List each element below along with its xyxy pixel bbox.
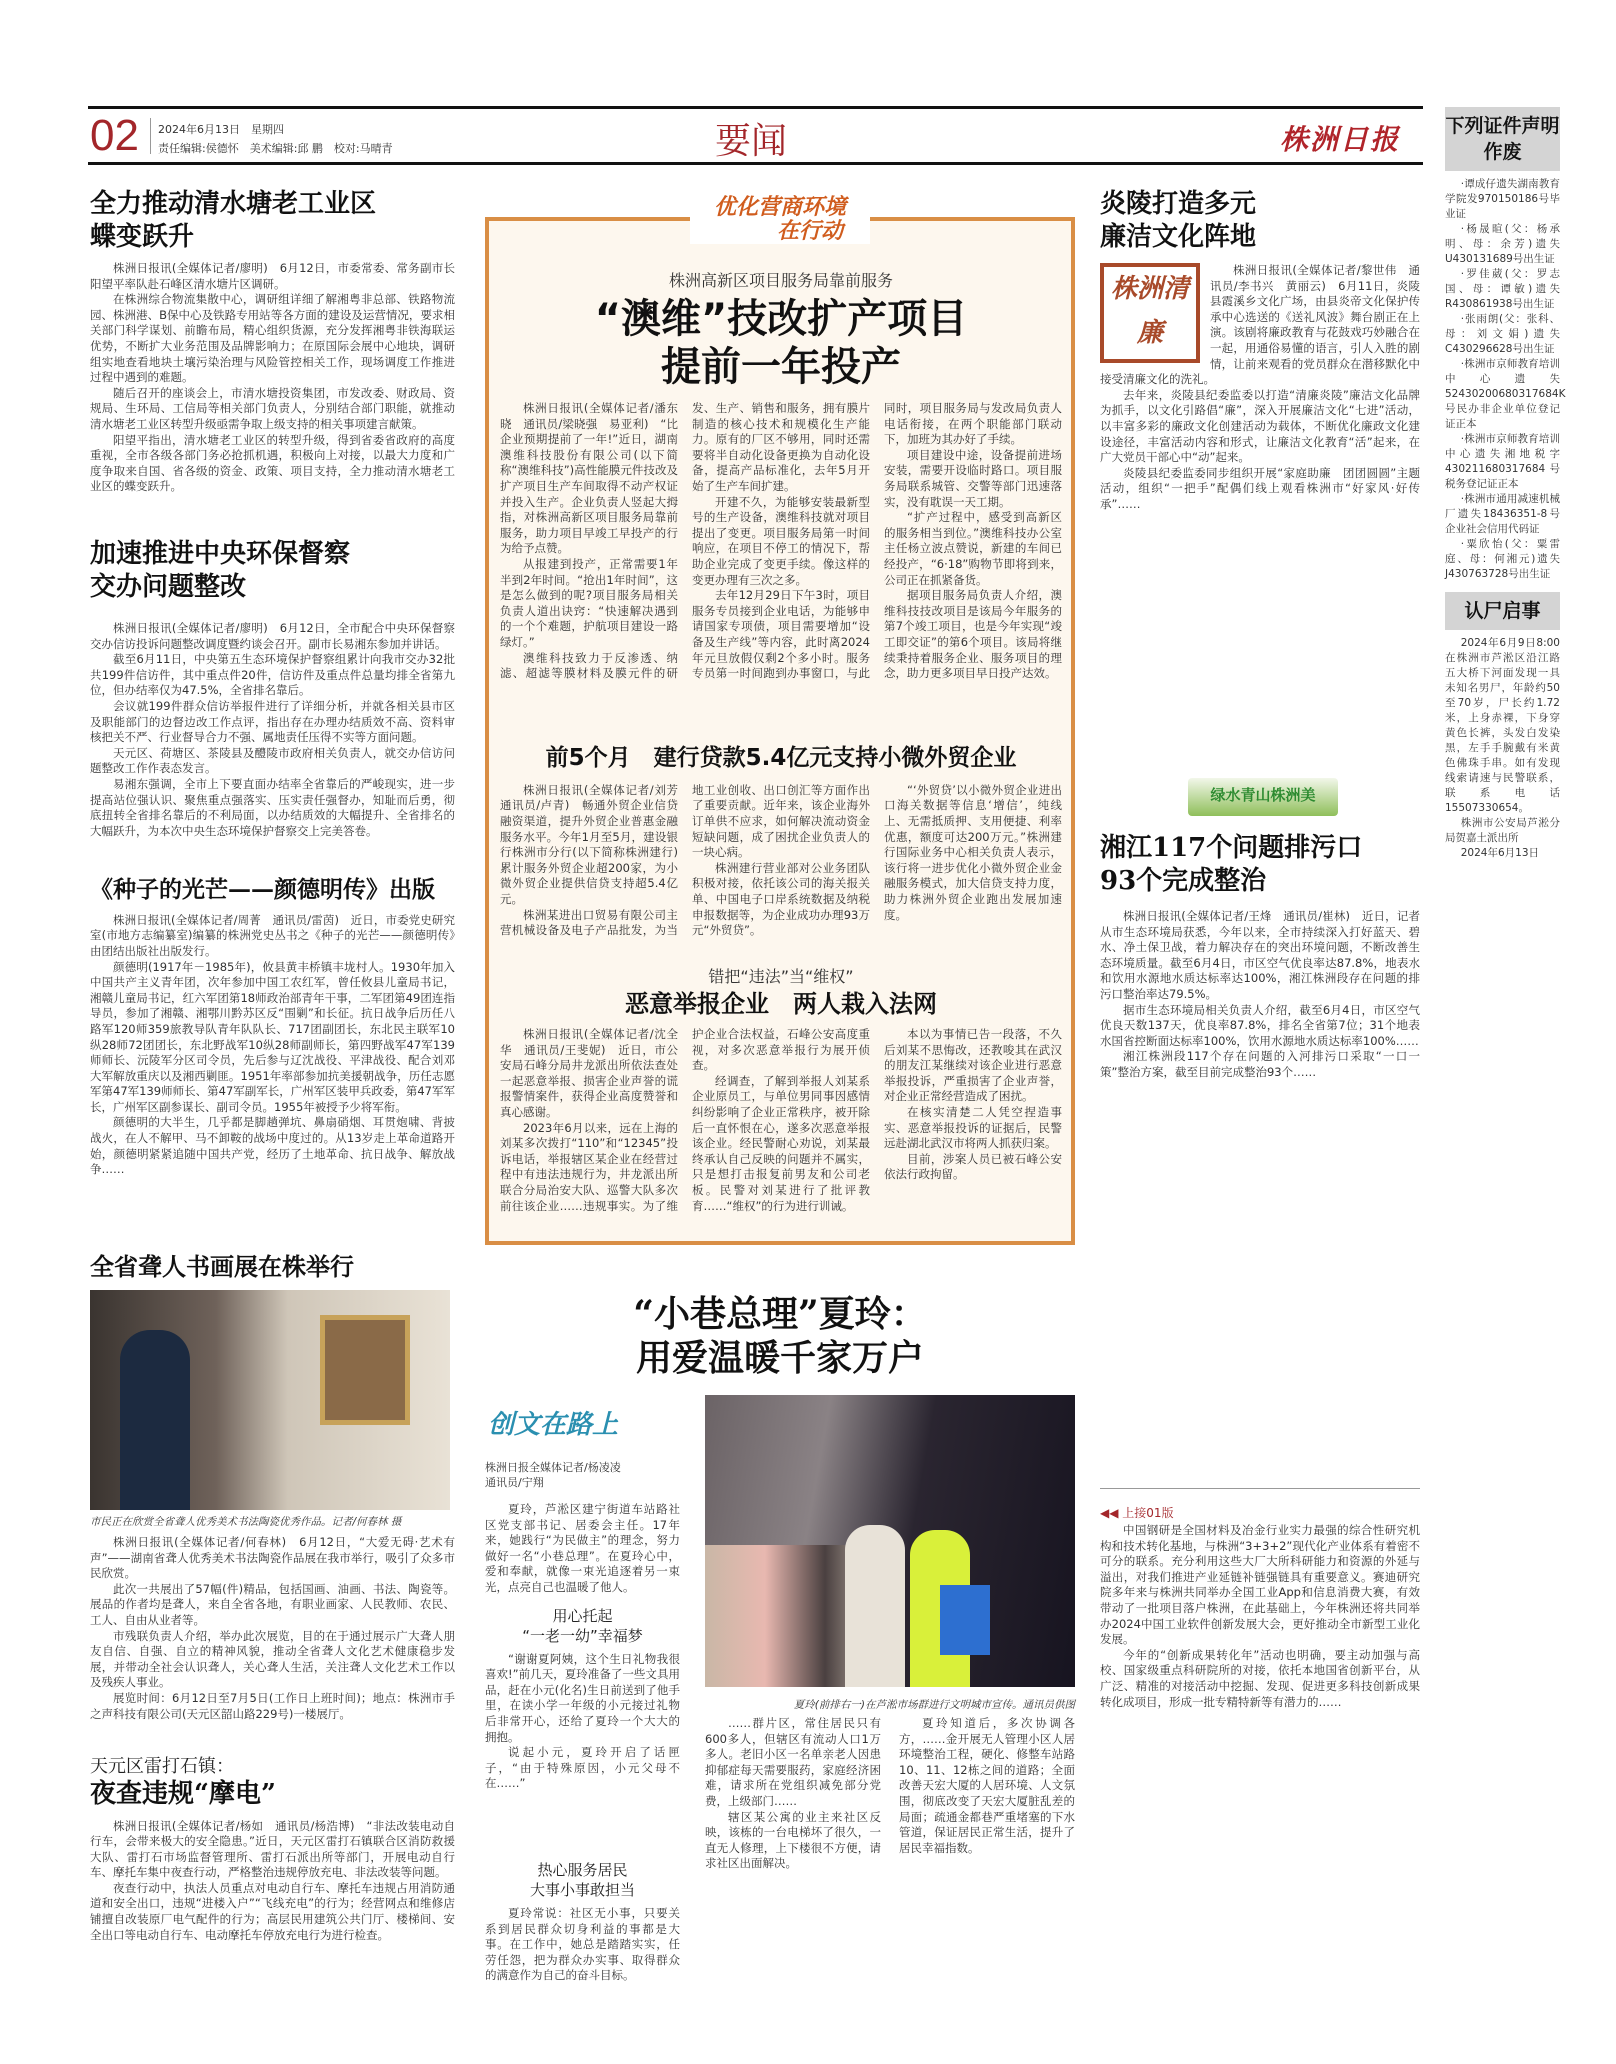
paragraph: 在核实清楚二人凭空捏造事实、恶意举报投诉的证据后，民警远赴湖北武汉市将两人抓获归案。: [884, 1104, 1062, 1151]
body-notice-signature: 株洲市公安局芦淞分局贺嘉土派出所: [1445, 817, 1560, 844]
byline: 通讯员/宁翔: [485, 1476, 544, 1489]
editors-credit: 责任编辑:侯德怀 美术编辑:邱 鹏 校对:马晴青: [158, 142, 393, 155]
paragraph: “扩产过程中，感受到高新区的服务相当到位。”澳维科技办公室主任杨立波点赞说，新建的车间已经投产，“6·18”购物节即将到来，公司正在抓紧备货。: [884, 510, 1062, 587]
headline-line: 廉洁文化阵地: [1100, 221, 1257, 252]
photo-caption: 市民正在欣赏全省聋人优秀美术书法陶瓷优秀作品。记者/何春林 摄: [90, 1516, 402, 1528]
headline-line: “澳维”技改扩产项目: [594, 296, 968, 342]
headline-line: 交办问题整改: [90, 571, 247, 602]
article-body: [90, 913, 455, 1178]
paragraph: 夏玲常说：社区无小事，只要关系到居民群众切身利益的事都是大事。在工作中，她总是踏踏实实，任劳任怨，把为群众办实事、取得群众的满意作为自己的奋斗目标。: [485, 1906, 680, 1983]
paragraph: 据项目服务局负责人介绍，澳维科技技改项目是该局今年服务的第7个竣工项目，也是今年实现“竣工即交证”的第6个项目。该局将继续秉持着服务企业、服务项目的理念，助力更多项目早日投产达效。: [884, 588, 1062, 681]
headline: 恶意举报企业 两人栽入法网: [625, 990, 937, 1018]
paragraph: “谢谢夏阿姨，这个生日礼物我很喜欢!”前几天，夏玲准备了一些文具用品，赶在小元(化名)生日前送到了他手里，在读小学一年级的小元接过礼物后非常开心，还给了夏玲一个大大的拥抱。: [485, 1651, 680, 1744]
body-notice-text: 2024年6月9日8:00在株洲市芦淞区沿江路五大桥下河面发现一具未知名男尸，年龄约50至70岁，尸长约1.72米，上身赤裸，下身穿黄色长裤，头发白发染黑，左手手腕戴有米黄色佛珠手串。如有发现线索请速与民警联系，联系电话15507330654。: [1445, 637, 1560, 814]
lost-documents-title: 下列证件声明作废: [1445, 107, 1560, 171]
headline-line: 用爱温暖千家万户: [635, 1337, 924, 1379]
article-night-inspection: [90, 1752, 455, 1943]
article-body: [90, 261, 455, 495]
lost-documents-list: [1445, 177, 1566, 582]
header-bottom-rule: [88, 162, 1423, 165]
article-body: [500, 783, 1062, 943]
article-deaf-art-exhibition: [90, 1252, 455, 1722]
headline: 前5个月 建行贷款5.4亿元支持小微外贸企业: [545, 745, 1017, 771]
article-xiangjiang-outfalls: [1100, 832, 1420, 1081]
paragraph: 夜查行动中，执法人员重点对电动自行车、摩托车违规占用消防通道和安全出口，违规“进楼入户”“飞线充电”的行为；经营网点和维修店铺擅自改装原厂电气配件的行为；高层民用建筑公共门厅、楼梯间、安全出口等电动自行车、电动摩托车停放充电行为进行检查。: [90, 1880, 455, 1942]
painting-frame: [320, 1315, 410, 1425]
article-malicious-report: [500, 964, 1062, 1237]
paragraph: 株洲日报讯(全媒体记者/黎世伟 通讯员/李书兴 黄丽云) 6月11日，炎陵县霞溪乡文化广场，由县炎帝文化保护传承中心选送的《送礼风波》舞台剧正在上演。该剧将廉政教育与花鼓戏巧妙融合在一起，用通俗易懂的语言，引人入胜的剧情，让前来观看的党员群众在潜移默化中接受清廉文化的洗礼。: [1100, 263, 1420, 387]
article-body: [485, 1652, 680, 1792]
paragraph: 去年来，炎陵县纪委监委以打造“清廉炎陵”廉洁文化品牌为抓手，以文化引路倡“廉”，深入开展廉洁文化“七进”活动，以丰富多彩的廉政文化创建活动为载体，不断优化廉政文化建设途径，丰富活动内容和形式，让廉洁文化教育“活”起来，在广大党员干部心中“动”起来。: [1100, 387, 1420, 465]
headline-line: 全力推动清水塘老工业区: [90, 189, 377, 219]
paragraph: 株洲建行营业部对公业务团队积极对接，依托该公司的海关报关单、中国电子口岸系统数据及纳税申报数据等，为企业成功办理93万元“外贸贷”。: [692, 860, 870, 938]
paragraph: 今年的“创新成果转化年”活动也明确，要主动加强与高校、国家级重点科研院所的对接，依托本地国省创新平台，从广泛、精准的对接活动中挖掘、发现、促进更多科技创新成果转化成项目，形成一批专精特新等有潜力的……: [1100, 1647, 1420, 1709]
subheading: 热心服务居民: [537, 1861, 628, 1879]
page-number: 02: [90, 111, 139, 160]
article-xialing-headline: [485, 1292, 1075, 1380]
xialing-photo: [705, 1395, 1075, 1687]
paragraph: 天元区、荷塘区、茶陵县及醴陵市政府相关负责人，就交办信访问题整改工作作表态发言。: [90, 745, 455, 776]
article-body: [500, 401, 1062, 721]
green-city-banner: 绿水青山株洲美: [1188, 778, 1338, 816]
article-aowei: [500, 268, 1062, 721]
headline: 全省聋人书画展在株举行: [90, 1252, 354, 1281]
paragraph: ·株洲市京师教育培训中心遗失52430200680317684K号民办非企业单位登记证正本: [1445, 358, 1566, 430]
paragraph: 株洲日报讯(全媒体记者/何春林) 6月12日，“大爱无碍·艺术有声”——湖南省聋人优秀美术书法陶瓷作品展在我市举行，吸引了众多市民欣赏。: [90, 1535, 455, 1581]
paragraph: 颜德明的大半生，几乎都是脚趟弹坑、鼻扇硝烟、耳贯炮啸、背披战火，在人不解甲、马不卸鞍的战场中度过的。从13岁走上革命道路开始，颜德明紧紧追随中国共产党，经历了土地革命、抗日战争、解放战争……: [90, 1115, 455, 1177]
paragraph: 去年12月29日下午3时，项目服务专员接到企业电话，为能够申请国家专项债，项目需要增加“设备及生产线”等内容，此时离2024年元旦放假仅剩2个多小时。服务专员第一时间跑到办事窗口，与此同时，项目服务局与发改局负责人电话衔接，在两个职能部门联动下，加班为其办好了手续。: [692, 401, 1062, 681]
blue-bag: [940, 1585, 990, 1655]
paragraph: 株洲日报讯(全媒体记者/廖明) 6月12日，市委常委、常务副市长阳望平率队赴石峰区清水塘片区调研。: [90, 261, 455, 291]
article-body: [485, 1502, 680, 1596]
notices-column: [1445, 107, 1566, 861]
headline-line: “小巷总理”夏玲：: [633, 1293, 927, 1335]
newspaper-logo: 株洲日报: [1280, 123, 1401, 156]
article-yanling: [1100, 188, 1420, 513]
paragraph: 株洲日报讯(全媒体记者/王烽 通讯员/崔林) 近日，记者从市生态环境局获悉，今年以来，全市持续深入打好蓝天、碧水、净土保卫战，着力解决存在的突出环境问题，不断改善生态环境质量。截至6月4日，市区空气优良率达87.8%，地表水和饮用水源地水质达标率达100%，湘江株洲段存在问题的排污口整治率达79.5%。: [1100, 909, 1420, 1001]
paragraph: 中国钢研是全国材料及冶金行业实力最强的综合性研究机构和技术转化基地，与株洲“3+3+2”现代化产业体系有着密不可分的联系。充分利用这些大厂大所科研能力和资源的外延与溢出，对我们推进产业延链补链强链具有重要意义。赛迪研究院多年来与株洲共同举办全国工业App和信息消费大赛，有效带动了一批项目落户株洲，在此基础上，今年株洲还将共同举办2024中国工业软件创新发展大会，更好推动全市新型工业化发展。: [1100, 1523, 1420, 1647]
clean-government-seal: 株洲清廉: [1100, 263, 1200, 363]
paragraph: 炎陵县纪委监委同步组织开展“家庭助廉 团团圆圆”主题活动，组织“一把手”配偶们线上观看株洲市“好家风·好传承”……: [1100, 465, 1420, 511]
subheading: “一老一幼”幸福梦: [522, 1626, 643, 1645]
article-body: [485, 1906, 680, 1984]
body-notice-title: 认尸启事: [1445, 592, 1560, 630]
paragraph: 阳望平指出，清水塘老工业区的转型升级，得到省委省政府的高度重视，全市各级各部门务必抢抓机遇，积极向上对接，以最大力度和广度争取来自国、省各级的资金、政策、项目支持，全力推动清水塘老工业区的蝶变跃升。: [90, 432, 455, 494]
banner-line: 优化营商环境: [713, 195, 846, 220]
article-env-inspection: [90, 538, 455, 839]
headline-line: 提前一年投产: [661, 344, 901, 390]
article-ccb-loans: [500, 744, 1062, 943]
headline: 《种子的光芒——颜德明传》出版: [90, 876, 435, 903]
paragraph: 株洲某进出口贸易有限公司主营机械设备及电子产品批发，为当地工业创收、出口创汇等方面作出了重要贡献。近年来，该企业海外订单供不应求，如何解决流动资金短缺问题，成了困扰企业负责人的一块心病。: [500, 782, 870, 938]
paragraph: 株洲日报讯(全媒体记者/周菁 通讯员/雷茵) 近日，市委党史研究室(市地方志编纂室)编纂的株洲党史丛书之《种子的光芒——颜德明传》由团结出版社出版发行。: [90, 912, 455, 958]
paragraph: 目前，涉案人员已被石峰公安依法行政拘留。: [884, 1151, 1062, 1182]
headline-line: 蝶变跃升: [90, 221, 195, 252]
paragraph: 湘江株洲段117个存在问题的入河排污口采取“一口一策”整治方案，截至目前完成整治93个……: [1100, 1049, 1420, 1079]
paragraph: 截至6月11日，中央第五生态环境保护督察组累计向我市交办32批共199件信访件，其中重点件20件，信访件及重点件总量均排全省第九位，但办结率仅为47.5%，全省排名靠后。: [90, 652, 455, 698]
top-rule: [88, 106, 1423, 109]
paragraph: ·株洲市通用减速机械厂遗失18436351-8号企业社会信用代码证: [1445, 493, 1560, 535]
paragraph: “‘外贸贷’以小微外贸企业进出口海关数据等信息‘增信’，纯线上、无需抵质押、支用便捷、利率优惠，额度可达200万元。”株洲建行国际业务中心相关负责人表示，该行将一进步优化小微外贸企业金融服务模式，加大信贷支持力度，助力株洲外贸企业跑出发展加速度。: [884, 782, 1062, 922]
paragraph: 株洲日报讯(全媒体记者/杨如 通讯员/杨浩博) “非法改装电动自行车，会带来极大的安全隐患。”近日，天元区雷打石镇联合区消防救援大队、雷打石市场监督管理所、雷打石派出所等部门，开展电动自行车、摩托车集中夜查行动，严格整治违规停放充电、非法改装等问题。: [90, 1818, 455, 1880]
body-notice-date: 2024年6月13日: [1460, 847, 1540, 859]
article-body: [1100, 1523, 1420, 1710]
exhibition-photo: [90, 1290, 450, 1510]
byline: 株洲日报全媒体记者/杨凌凌: [485, 1461, 621, 1474]
photo-caption: 夏玲(前排右一)在芦淞市场群进行文明城市宣传。通讯员供图: [793, 1699, 1075, 1711]
paragraph: ·谭成仔遗失湖南教育学院发970150186号毕业证: [1445, 178, 1560, 220]
paragraph: 夏玲知道后，多次协调各方，……金开展无人管理小区人居环境整治工程，硬化、修整车站路10、11、12栋之间的道路；全面改善天宏大厦的人居环境、人文氛围，彻底改变了天宏大厦脏乱差的局面；疏通金都巷严重堵塞的下水管道，保证居民正常生活，提升了居民幸福指数。: [899, 1716, 1075, 1855]
subheading: 用心托起: [552, 1606, 613, 1625]
paragraph: 颜德明(1917年－1985年)，攸县黄丰桥镇丰垅村人。1930年加入中国共产主义青年团，次年参加中国工农红军，曾任攸县儿童局书记，湘赣儿童局书记，红六军团第18师政治部青年干事，二军团第49团连指导员，参加了湘赣、湘鄂川黔苏区反“围剿”和长征。抗日战争后历任八路军120师359旅教导队青年队队长、717团副团长，东北民主联军10纵28师72团团长，东北野战军10纵28师副师长，第四野战军47军139师师长、沅陵军分区司令员，先后参与辽沈战役、平津战役、配合刘邓大军解放重庆以及湘西剿匪。1951年率部参加抗美援朝战争，历任志愿军第47军139师师长、第47军副军长，广州军区装甲兵政委，第47军军长，广州军区副参谋长、副司令员。1955年被授予少将军衔。: [90, 959, 455, 1114]
divider: [150, 118, 151, 154]
kicker: 错把“违法”当“维权”: [708, 967, 854, 986]
article-body: [90, 1819, 455, 1944]
paragraph: 夏玲，芦淞区建宁街道车站路社区党支部书记、居委会主任。17年来，她践行“为民做主”的理念，努力做好一名“小巷总理”。在夏玲心中，爱和奉献，就像一束光追逐着另一束光，点亮自己也温暖了他人。: [485, 1502, 680, 1594]
headline-line: 炎陵打造多元: [1100, 189, 1257, 219]
paragraph: 株洲日报讯(全媒体记者/沈全华 通讯员/王斐妮) 近日，市公安局石峰分局井龙派出所依法查处一起恶意举报、损害企业声誉的谎报警情案件，获得企业高度赞誉和真心感谢。: [500, 1027, 678, 1119]
paragraph: 开建不久，为能够安装最新型号的生产设备，澳维科技就对项目提出了变更。项目服务局第一时间响应，在项目不停工的情况下，帮助企业完成了变更手续。像这样的变更办理有三次之多。: [692, 494, 870, 587]
article-body: [90, 621, 455, 839]
subheading: 大事小事敢担当: [529, 1881, 635, 1899]
paragraph: 易湘东强调，全市上下要直面办结率全省靠后的严峻现实，进一步提高站位强认识、聚焦重点强落实、压实责任强督办，知耻而后勇，彻底扭转全省排名靠后的不利局面，以办结质效的大幅提升、全省排名的大幅跃升，为本次中央生态环境保护督察交上完美答卷。: [90, 776, 455, 838]
paragraph: 株洲日报讯(全媒体记者/廖明) 6月12日，全市配合中央环保督察交办信访投诉问题整改调度暨约谈会召开。副市长易湘东参加并讲话。: [90, 621, 455, 651]
kicker: 天元区雷打石镇：: [90, 1756, 234, 1777]
continued-arrow-icon: ◀◀: [1100, 1506, 1119, 1520]
paragraph: 在株洲综合物流集散中心，调研组详细了解湘粤非总部、铁路物流园、株洲港、B保中心及铁路专用站等各方面的建设及运营情况，要求相关部门科学谋划、前瞻布局，精心组织货源，充分发挥湘粤非铁海联运优势，不断扩大业务范围及品牌影响力；在原国际会展中心地块，调研组实地查看地块土壤污染治理与风险管控相关工作，现场调度工作推进过程中遇到的难题。: [90, 292, 455, 385]
article-continued: [1100, 1504, 1420, 1710]
article-xialing-section2: [485, 1860, 680, 1984]
headline-line: 加速推进中央环保督察: [90, 539, 351, 569]
section-title: 要闻: [715, 121, 788, 162]
divider: [1100, 1488, 1420, 1489]
article-qingshuitang: [90, 188, 455, 495]
headline: 夜查违规“摩电”: [90, 1779, 276, 1809]
person-figure: [845, 1525, 905, 1687]
issue-date: 2024年6月13日 星期四: [158, 123, 284, 136]
paragraph: 株洲日报讯(全媒体记者/潘东晓 通讯员/梁晓强 易亚利) “比企业预期提前了一年!”近日，湖南澳维科技股份有限公司(以下简称“澳维科技”)高性能膜元件技改及扩产项目生产车间取得不动产权证并投入生产。企业负责人竖起大拇指，对株洲高新区项目服务局靠前服务，助力项目早竣工早投产的行为给予点赞。: [500, 401, 678, 556]
paragraph: 本以为事情已告一段落，不久后刘某不思悔改，还教唆其在武汉的朋友江某继续对该企业进行恶意举报投诉，严重损害了企业声誉，对企业正常经营造成了困扰。: [884, 1027, 1062, 1104]
paragraph: 展览时间：6月12日至7月5日(工作日上班时间)；地点：株洲市手之声科技有限公司(天元区韶山路229号)一楼展厅。: [90, 1690, 455, 1721]
paragraph: 株洲日报讯(全媒体记者/刘芳 通讯员/卢青) 畅通外贸企业信贷融资渠道，提升外贸企业普惠金融服务水平。今年1月至5月，建设银行株洲市分行(以下简称株洲建行)累计服务外贸企业超200家，为小微外贸企业提供信贷支持超5.4亿元。: [500, 782, 690, 906]
article-book-release: [90, 876, 455, 1178]
paragraph: 项目建设中途，设备提前进场安装，需要开设临时路口。项目服务局联系城管、交警等部门迅速落实，没有耽误一天工期。: [884, 447, 1062, 509]
article-xialing-left: [485, 1460, 680, 1792]
paragraph: 此次一共展出了57幅(件)精品，包括国画、油画、书法、陶瓷等。展品的作者均是聋人，来自全省各地，有职业画家、人民教师、农民、工人、自由从业者等。: [90, 1581, 455, 1627]
column-logo: 创文在路上: [488, 1410, 619, 1440]
paragraph: 经调查，了解到举报人刘某系企业原员工，与单位男同事因感情纠纷影响了企业正常秩序，被开除后一直怀恨在心，遂多次恶意举报该企业。经民警耐心劝说，刘某最终承认自己反映的问题并不属实，只是想打击报复前男友和公司老板。民警对刘某进行了批评教育……“维权”的行为进行训诫。: [692, 1073, 870, 1213]
paragraph: ·张雨朗(父：张科、母：刘文娟)遗失C430296628号出生证: [1445, 313, 1560, 355]
paragraph: ……群片区，常住居民只有600多人，但辖区有流动人口1万多人。老旧小区一名单亲老人因患抑郁症每天需要服药，家庭经济困难，请求所在党组织减免部分党费，上级部门……: [705, 1716, 881, 1808]
paragraph: 从报建到投产，正常需要1年半到2年时间。“抢出1年时间”，这是怎么做到的呢?项目服务局相关负责人道出诀窍：“快速解决遇到的一个个难题，护航项目建设一路绿灯。”: [500, 556, 678, 649]
headline-line: 93个完成整治: [1100, 865, 1267, 896]
article-body: [500, 1027, 1062, 1237]
article-body: [705, 1716, 1075, 2046]
article-body: [1100, 909, 1420, 1081]
paragraph: ·株洲市京师教育培训中心遗失湘地税字430211680317684号税务登记证正本: [1445, 433, 1560, 490]
banner-line: 在行动: [776, 219, 843, 244]
continued-label: 上接01版: [1122, 1506, 1174, 1520]
paragraph: 辖区某公寓的业主来社区反映，该栋的一台电梯坏了很久，一直无人修理，上下楼很不方便，请求社区出面解决。: [705, 1809, 881, 1871]
paragraph: ·罗佳葳(父：罗志国、母：谭敏)遗失R430861938号出生证: [1445, 268, 1560, 310]
photographer-figure: [120, 1330, 190, 1510]
paragraph: 随后召开的座谈会上，市清水塘投资集团，市发改委、财政局、资规局、生环局、工信局等相关部门负责人，分别结合部门职能，就推动清水塘老工业区转型升级亟需争取上级支持的相关事项建言献策。: [90, 385, 455, 431]
paragraph: 澳维科技致力于反渗透、纳滤、超滤等膜材料及膜元件的研发、生产、销售和服务，拥有膜片制造的核心技术和规模化生产能力。原有的厂区不够用，同时还需要将半自动化设备更换为自动化设备，提高产品标准化，去年5月开始了生产车间扩建。: [500, 401, 870, 681]
kicker: 株洲高新区项目服务局靠前服务: [668, 271, 893, 290]
paragraph: 说起小元，夏玲开启了话匣子，“由于特殊原因，小元父母不在……”: [485, 1745, 680, 1791]
paragraph: ·杨晟暄(父：杨承明、母：余芳)遗失U430131689号出生证: [1445, 223, 1560, 265]
paragraph: ·粟欣怡(父：粟雷庭、母：何湘元)遗失J430763728号出生证: [1445, 538, 1560, 580]
article-body: [90, 1535, 455, 1722]
feature-banner: [690, 196, 870, 244]
paragraph: 据市生态环境局相关负责人介绍，截至6月4日，市区空气优良天数137天，优良率87.8%，排名全省第7位；31个地表水国省控断面达标率100%，饮用水源地水质达标率100%……: [1100, 1002, 1420, 1048]
headline-line: 湘江117个问题排污口: [1100, 833, 1363, 863]
paragraph: 市残联负责人介绍，举办此次展览，目的在于通过展示广大聋人朋友自信、自强、自立的精神风貌，推动全省聋人文化艺术健康稳步发展，并带动全社会认识聋人，关心聋人生活，关注聋人文化艺术工作以及残疾人事业。: [90, 1628, 455, 1690]
paragraph: 2023年6月以来，远在上海的刘某多次拨打“110”和“12345”投诉电话，举报辖区某企业在经营过程中有违法违规行为，井龙派出所联合分局治安大队、巡警大队多次前往该企业……违规事实。为了维护企业合法权益，石峰公安高度重视，对多次恶意举报行为展开侦查。: [500, 1027, 870, 1213]
paragraph: 会议就199件群众信访举报件进行了详细分析，并就各相关县市区及职能部门的边督边改工作点评，指出存在办理办结质效不高、资料审核把关不严、行业督导合力不强、属地责任压得不实等方面问题。: [90, 698, 455, 745]
